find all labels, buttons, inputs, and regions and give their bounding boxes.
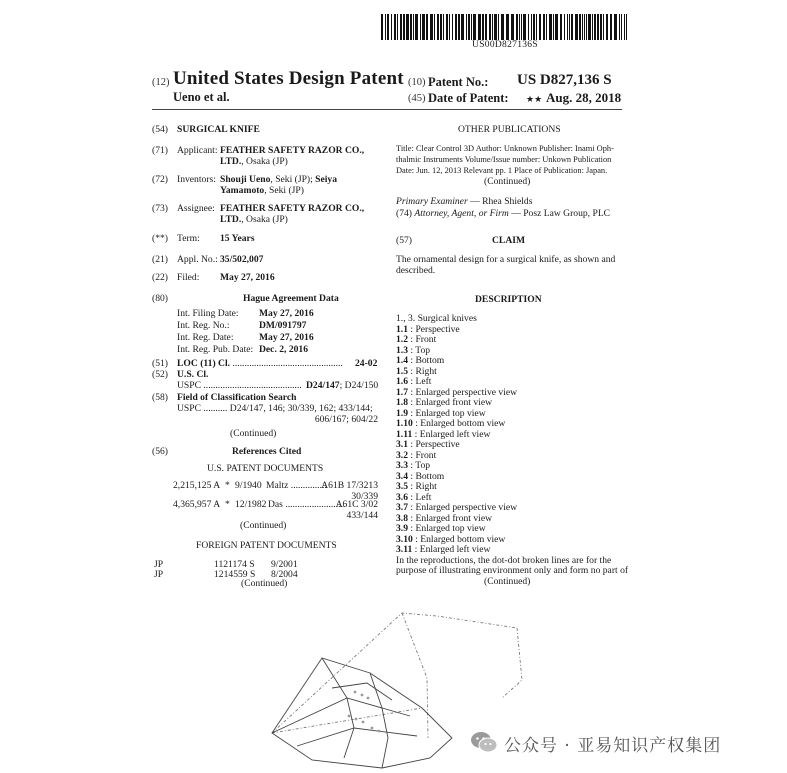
description-item-number: 3.9 bbox=[396, 523, 408, 534]
foreign-ref-num-1: 1214559 S bbox=[214, 569, 256, 580]
description-tail-line: purpose of illustrating environment only and form no part of bbox=[396, 565, 629, 576]
other-publications-text bbox=[396, 143, 614, 176]
filed-label: Filed: bbox=[177, 272, 200, 283]
references-title: References Cited bbox=[232, 446, 302, 457]
us-ref-star-0: * bbox=[225, 480, 230, 491]
description-item-text: : Right bbox=[408, 481, 437, 492]
code-58: (58) bbox=[152, 392, 168, 403]
description-item-text: : Enlarged perspective view bbox=[408, 386, 518, 398]
description-item-text: : Left bbox=[408, 376, 432, 387]
code-71: (71) bbox=[152, 145, 168, 156]
barcode bbox=[381, 14, 629, 40]
claim-text bbox=[396, 254, 615, 276]
hague-value-2: May 27, 2016 bbox=[259, 332, 314, 343]
code-52: (52) bbox=[152, 369, 168, 380]
barcode-text: US00D827136S bbox=[472, 40, 538, 50]
description-item-number: 3.1 bbox=[396, 439, 408, 450]
attorney-line: (74) Attorney, Agent, or Firm — Posz Law Group, PLC bbox=[396, 208, 611, 219]
other-pub-continued: (Continued) bbox=[484, 176, 531, 187]
description-item-number: 3.8 bbox=[396, 512, 408, 524]
description-item-number: 1.1 bbox=[396, 323, 408, 335]
description-item-text: : Enlarged top view bbox=[408, 523, 486, 534]
other-pub-line: Date: Jun. 12, 2013 Relevant pp. 1 Place of Publication: Japan. bbox=[396, 166, 608, 175]
code-21: (21) bbox=[152, 254, 168, 265]
applicant-name: FEATHER SAFETY RAZOR CO., bbox=[220, 145, 365, 156]
foreign-ref-date-1: 8/2004 bbox=[271, 569, 298, 580]
patent-number: US D827,136 S bbox=[517, 72, 612, 88]
description-title: DESCRIPTION bbox=[475, 294, 542, 305]
field-label: Field of Classification Search bbox=[177, 392, 297, 403]
description-intro: 1., 3. Surgical knives bbox=[396, 313, 477, 324]
loc-line: LOC (11) Cl. .............................................. bbox=[177, 358, 343, 369]
patent-type-title: United States Design Patent bbox=[173, 68, 404, 89]
assignee-line2: LTD., Osaka (JP) bbox=[220, 214, 288, 225]
description-item-text: : Enlarged left view bbox=[412, 544, 491, 555]
description-item bbox=[396, 335, 628, 346]
description-item-number: 1.8 bbox=[396, 397, 408, 408]
field-line1: USPC .......... D24/147, 146; 30/339, 162; 433/144; bbox=[177, 403, 373, 414]
description-item-number: 3.7 bbox=[396, 502, 408, 513]
us-ref-star-1: * bbox=[225, 499, 230, 510]
code-12: (12) bbox=[152, 77, 170, 88]
applicant-line2: LTD., Osaka (JP) bbox=[220, 156, 288, 167]
inventors-line2: Yamamoto, Seki (JP) bbox=[220, 185, 304, 196]
date-of-patent: Aug. 28, 2018 bbox=[546, 90, 622, 105]
field-line2: 606/167; 604/22 bbox=[314, 414, 378, 425]
code-term: (**) bbox=[152, 233, 168, 244]
description-item-text: : Enlarged left view bbox=[412, 428, 491, 440]
description-item-text: : Right bbox=[408, 365, 437, 377]
description-tail-line: In the reproductions, the dot-dot broken lines are for the bbox=[396, 554, 612, 566]
claim-line: described. bbox=[396, 265, 436, 276]
description-item-text: : Enlarged top view bbox=[408, 407, 486, 419]
description-item-text: : Enlarged perspective view bbox=[408, 502, 518, 513]
code-73: (73) bbox=[152, 203, 168, 214]
foreign-refs-continued: (Continued) bbox=[241, 578, 288, 589]
us-ref-date-0: 9/1940 bbox=[235, 480, 262, 491]
description-item-number: 3.10 bbox=[396, 533, 413, 545]
description-item-text: : Bottom bbox=[408, 470, 445, 482]
foreign-ref-num-0: 1121174 S bbox=[214, 559, 255, 570]
description-item-number: 1.10 bbox=[396, 418, 413, 429]
primary-examiner: Primary Examiner — Rhea Shields bbox=[396, 196, 533, 207]
appl-no-label: Appl. No.: bbox=[177, 254, 218, 265]
description-item-number: 3.5 bbox=[396, 481, 408, 492]
code-45: (45) bbox=[408, 93, 426, 104]
code-72: (72) bbox=[152, 174, 168, 185]
hague-value-3: Dec. 2, 2016 bbox=[259, 344, 309, 355]
us-ref-cls2-0: 30/339 bbox=[351, 491, 378, 502]
date-of-patent-label: Date of Patent: bbox=[428, 91, 509, 105]
assignee-label: Assignee: bbox=[177, 203, 215, 214]
hague-label-3: Int. Reg. Pub. Date: bbox=[177, 344, 254, 355]
uscl-values: D24/147; D24/150 bbox=[306, 380, 379, 391]
uscl-label: U.S. Cl. bbox=[177, 369, 209, 380]
watermark-text: 公众号 · 亚易知识产权集团 bbox=[504, 736, 722, 756]
other-publications-title: OTHER PUBLICATIONS bbox=[458, 124, 561, 135]
code-56: (56) bbox=[152, 446, 168, 457]
description-item-number: 1.2 bbox=[396, 334, 408, 345]
us-patents-title: U.S. PATENT DOCUMENTS bbox=[207, 463, 324, 474]
wechat-icon bbox=[470, 730, 498, 754]
description-list bbox=[396, 314, 628, 577]
appl-no-value: 35/502,007 bbox=[220, 254, 264, 265]
description-item-number: 3.4 bbox=[396, 470, 408, 482]
claim-line: The ornamental design for a surgical knife, as shown and bbox=[396, 254, 616, 265]
us-ref-date-1: 12/1982 bbox=[235, 499, 267, 510]
description-items bbox=[396, 325, 628, 556]
foreign-ref-cc-1: JP bbox=[154, 569, 164, 580]
us-refs-continued: (Continued) bbox=[240, 520, 287, 531]
description-item-text: : Enlarged bottom view bbox=[412, 418, 506, 429]
description-item-text: : Enlarged front view bbox=[408, 397, 493, 408]
code-80: (80) bbox=[152, 293, 168, 304]
code-22: (22) bbox=[152, 272, 168, 283]
other-pub-line: thalmic Instruments Volume/Issue number: Unkown Publication bbox=[396, 155, 612, 164]
field-continued: (Continued) bbox=[230, 428, 277, 439]
term-value: 15 Years bbox=[220, 233, 255, 244]
description-item-text: : Perspective bbox=[408, 439, 460, 450]
inventors-line1: Shouji Ueno, Seki (JP); Seiya bbox=[220, 174, 338, 185]
hague-label-1: Int. Reg. No.: bbox=[177, 320, 230, 331]
description-item-number: 1.7 bbox=[396, 386, 408, 398]
description-item bbox=[396, 451, 628, 462]
patent-no-label: Patent No.: bbox=[428, 75, 489, 89]
us-ref-cls2-1: 433/144 bbox=[346, 510, 378, 521]
us-ref-cls-0: A61B 17/3213 bbox=[321, 480, 378, 491]
us-ref-name-0: Maltz ............... bbox=[266, 480, 327, 491]
other-pub-line: Title: Clear Control 3D Author: Unknown Publisher: Inami Oph- bbox=[396, 144, 614, 153]
description-item-text: : Top bbox=[408, 460, 431, 471]
description-item-number: 1.3 bbox=[396, 344, 408, 356]
description-item-number: 1.9 bbox=[396, 407, 408, 419]
description-item-text: : Bottom bbox=[408, 355, 445, 366]
us-ref-num-1: 4,365,957 A bbox=[173, 499, 221, 510]
foreign-ref-cc-0: JP bbox=[154, 559, 164, 570]
date-stars: ★★ bbox=[526, 94, 543, 104]
filed-value: May 27, 2016 bbox=[220, 272, 275, 283]
hague-title: Hague Agreement Data bbox=[243, 293, 339, 304]
code-57: (57) bbox=[396, 235, 412, 246]
inventor-short: Ueno et al. bbox=[173, 90, 230, 104]
assignee-name: FEATHER SAFETY RAZOR CO., bbox=[220, 203, 365, 214]
description-item-number: 3.2 bbox=[396, 449, 408, 461]
us-ref-cls-1: A61C 3/02 bbox=[335, 499, 378, 510]
design-title: SURGICAL KNIFE bbox=[177, 124, 260, 135]
code-51: (51) bbox=[152, 358, 168, 369]
term-label: Term: bbox=[177, 233, 200, 244]
code-10: (10) bbox=[408, 77, 426, 88]
description-item-text: : Top bbox=[408, 344, 431, 356]
header-rule bbox=[152, 109, 622, 110]
description-item-text: : Perspective bbox=[408, 323, 460, 335]
description-item-number: 3.6 bbox=[396, 491, 408, 503]
description-item-text: : Enlarged bottom view bbox=[412, 533, 506, 545]
hague-value-1: DM/091797 bbox=[259, 320, 307, 331]
loc-value: 24-02 bbox=[355, 358, 378, 369]
claim-title: CLAIM bbox=[492, 235, 526, 246]
applicant-label: Applicant: bbox=[177, 145, 218, 156]
description-item-text: : Front bbox=[408, 334, 437, 345]
hague-label-2: Int. Reg. Date: bbox=[177, 332, 234, 343]
foreign-patents-title: FOREIGN PATENT DOCUMENTS bbox=[196, 540, 337, 551]
watermark bbox=[470, 728, 770, 758]
foreign-ref-date-0: 9/2001 bbox=[271, 559, 298, 570]
description-item-number: 3.11 bbox=[396, 544, 413, 555]
code-54: (54) bbox=[152, 124, 168, 135]
uscl-line: USPC ......................................... bbox=[177, 380, 302, 391]
description-item-number: 1.4 bbox=[396, 355, 408, 366]
hague-value-0: May 27, 2016 bbox=[259, 308, 314, 319]
hague-label-0: Int. Filing Date: bbox=[177, 308, 239, 319]
description-item bbox=[396, 545, 628, 556]
description-item-text: : Front bbox=[408, 449, 437, 461]
description-item-text: : Left bbox=[408, 491, 432, 503]
us-ref-name-1: Das ......................... bbox=[268, 499, 346, 510]
inventors-label: Inventors: bbox=[177, 174, 216, 185]
description-item-number: 1.11 bbox=[396, 428, 413, 440]
us-ref-num-0: 2,215,125 A bbox=[173, 480, 221, 491]
description-item-number: 1.5 bbox=[396, 365, 408, 377]
description-item-text: : Enlarged front view bbox=[408, 512, 493, 524]
description-item-number: 3.3 bbox=[396, 460, 408, 471]
description-continued: (Continued) bbox=[484, 576, 531, 587]
description-item-number: 1.6 bbox=[396, 376, 408, 387]
